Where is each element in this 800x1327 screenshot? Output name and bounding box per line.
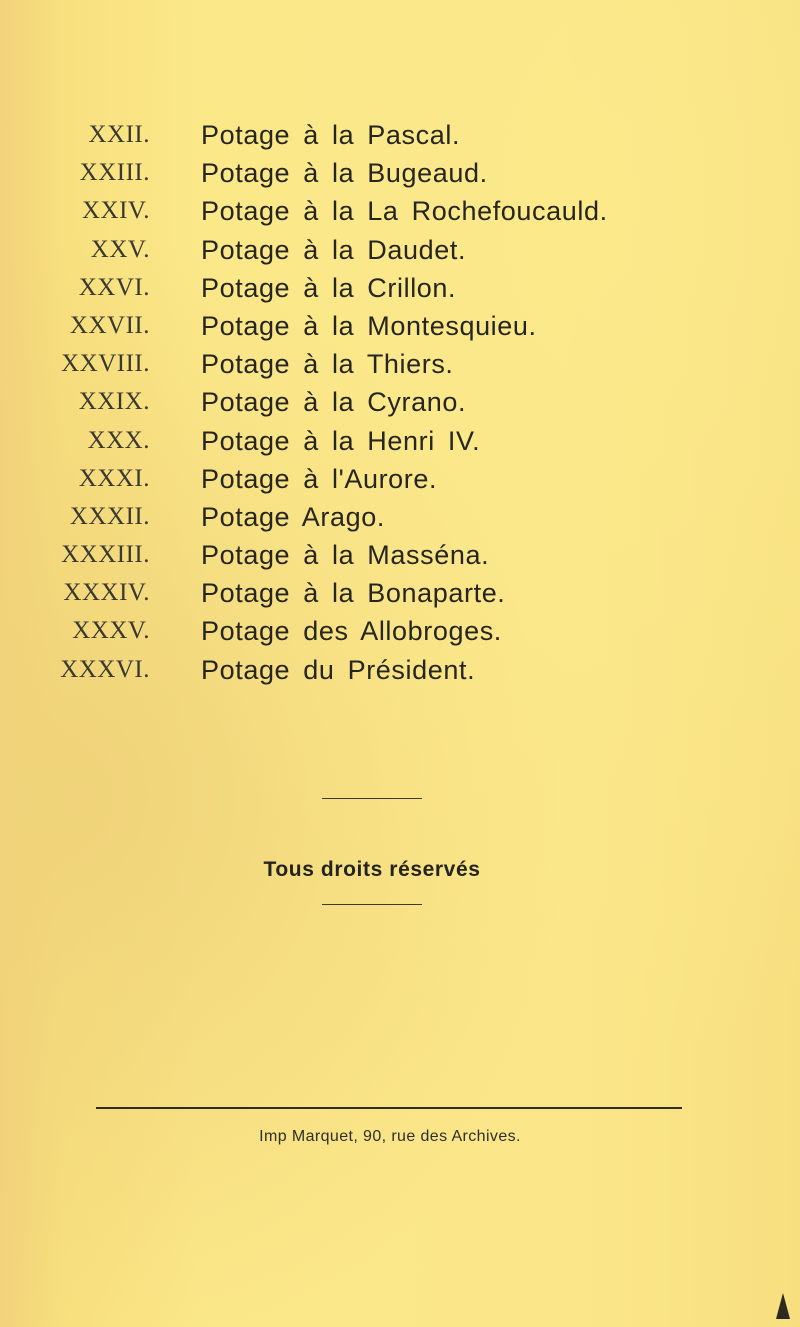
toc-entry [0,651,800,689]
toc-entry [0,460,800,498]
entry-title: Potage à la Thiers. [201,349,454,380]
toc-entry [0,116,800,154]
entry-title: Potage à la Pascal. [201,120,461,150]
entry-numeral: XXX. [87,426,150,454]
entry-numeral: XXV. [90,235,150,263]
entry-title: Potage Arago. [201,501,385,532]
entry-title: Potage à la Masséna. [201,540,490,571]
entry-numeral: XXVII. [69,311,150,339]
toc-entry [0,231,800,269]
divider-rule [322,904,422,905]
entry-title: Potage à la Cyrano. [201,387,467,418]
toc-entry [0,422,800,460]
entry-title: Potage à la La Rochefoucauld. [201,196,608,227]
entry-title: Potage à la Crillon. [201,272,457,303]
entry-numeral: XXIII. [79,159,150,187]
entry-numeral: XXXII. [69,502,150,530]
toc-entry [0,154,800,192]
toc-entry [0,192,800,230]
toc-entry [0,498,800,536]
entry-numeral: XXXIV. [63,579,150,607]
entry-numeral: XXVI. [78,273,150,301]
entry-title: Potage du Président. [201,654,476,685]
toc-entry [0,383,800,421]
toc-entry [0,612,800,650]
table-of-contents [0,116,800,689]
corner-mark [776,1293,790,1319]
entry-numeral: XXXVI. [60,655,150,683]
entry-numeral: XXXI. [78,464,150,492]
printer-imprint: Imp Marquet, 90, rue des Archives. [259,1128,521,1145]
entry-numeral: XXVIII. [61,350,150,378]
toc-entry [0,574,800,612]
entry-title: Potage à la Bonaparte. [201,578,506,609]
entry-title: Potage des Allobroges. [201,616,502,647]
rights-notice: Tous droits réservés [263,858,481,881]
entry-numeral: XXXIII. [61,541,150,569]
entry-title: Potage à la Bugeaud. [201,158,488,189]
entry-title: Potage à la Montesquieu. [201,310,537,341]
toc-entry [0,536,800,574]
divider-rule [322,798,422,799]
entry-title: Potage à la Daudet. [201,234,467,265]
toc-entry [0,345,800,383]
entry-title: Potage à la Henri IV. [201,425,481,456]
toc-entry [0,307,800,345]
entry-numeral: XXIV. [81,197,150,225]
entry-title: Potage à l'Aurore. [201,463,438,494]
entry-numeral: XXXV. [72,617,150,645]
entry-numeral: XXIX. [78,388,150,416]
toc-entry [0,269,800,307]
entry-numeral: XXII. [88,121,150,148]
footer-rule [96,1107,682,1109]
